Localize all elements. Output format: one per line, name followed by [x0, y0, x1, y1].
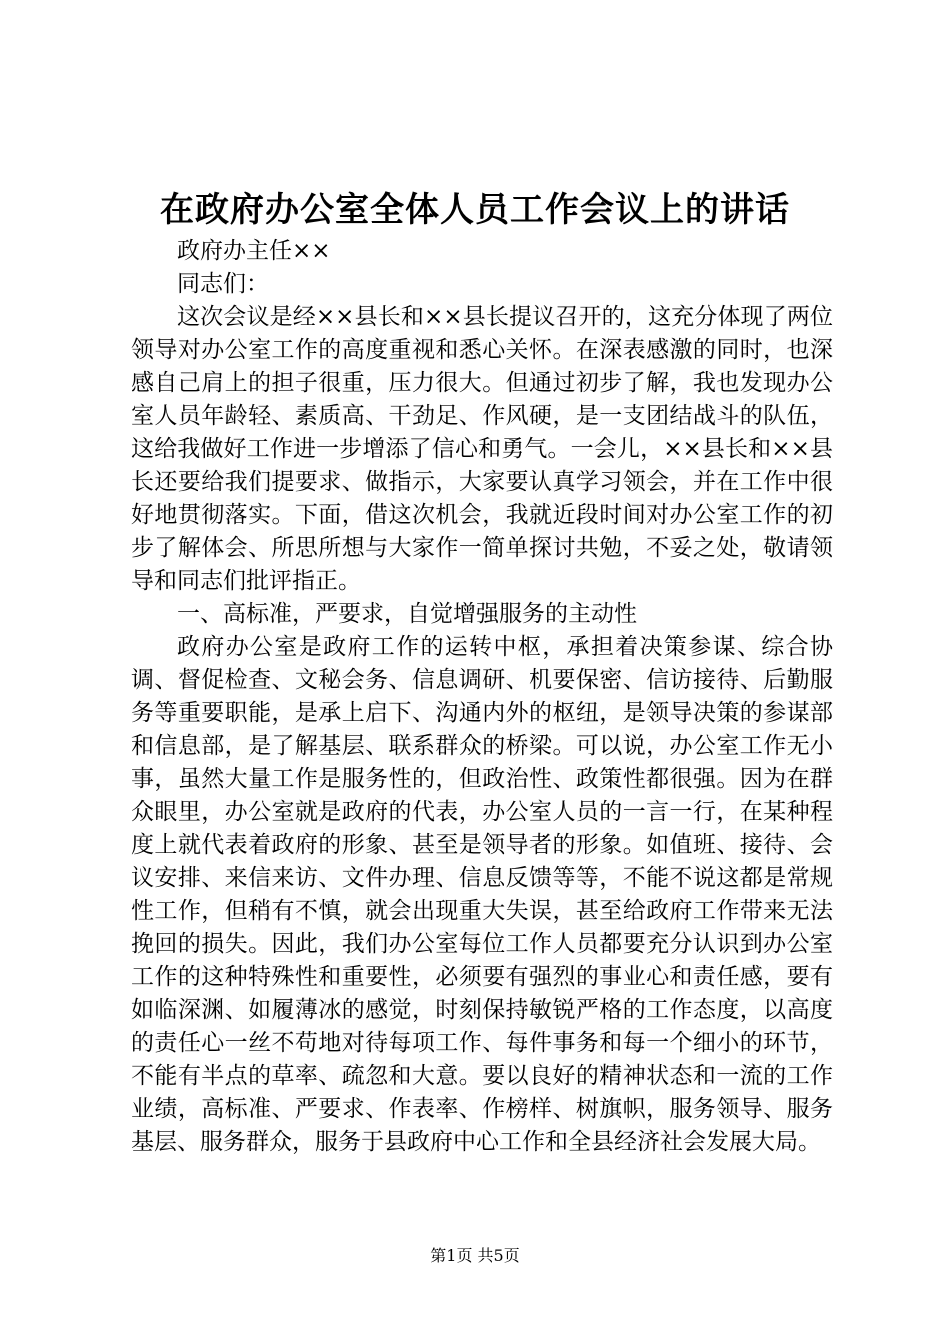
- author-line: 政府办主任××: [177, 238, 331, 264]
- document-title: 在政府办公室全体人员工作会议上的讲话: [160, 190, 790, 230]
- section-heading-1: 一、高标准，严要求，自觉增强服务的主动性: [177, 601, 637, 627]
- document-body: [131, 235, 833, 1159]
- paragraph-intro: 这次会议是经××县长和××县长提议召开的，这充分体现了两位领导对办公室工作的高度重视和悉心关怀。在深表感激的同时，也深感自己肩上的担子很重，压力很大。但通过初步了解，我也发现办公室人员年龄轻、素质高、干劲足、作风硬，是一支团结战斗的队伍，这给我做好工作进一步增添了信心和勇气。一会儿，××县长和××县长还要给我们提要求、做指示，大家要认真学习领会，并在工作中很好地贯彻落实。下面，借这次机会，我就近段时间对办公室工作的初步了解体会、所思所想与大家作一简单探讨共勉，不妥之处，敬请领导和同志们批评指正。: [131, 304, 833, 594]
- paragraph-section-1: 政府办公室是政府工作的运转中枢，承担着决策参谋、综合协调、督促检查、文秘会务、信息调研、机要保密、信访接待、后勤服务等重要职能，是承上启下、沟通内外的枢纽，是领导决策的参谋部和信息部，是了解基层、联系群众的桥梁。可以说，办公室工作无小事，虽然大量工作是服务性的，但政治性、政策性都很强。因为在群众眼里，办公室就是政府的代表，办公室人员的一言一行，在某种程度上就代表着政府的形象、甚至是领导者的形象。如值班、接待、会议安排、来信来访、文件办理、信息反馈等等，不能不说这都是常规性工作，但稍有不慎，就会出现重大失误，甚至给政府工作带来无法挽回的损失。因此，我们办公室每位工作人员都要充分认识到办公室工作的这种特殊性和重要性，必须要有强烈的事业心和责任感，要有如临深渊、如履薄冰的感觉，时刻保持敏锐严格的工作态度，以高度的责任心一丝不苟地对待每项工作、每件事务和每一个细小的环节，不能有半点的草率、疏忽和大意。要以良好的精神状态和一流的工作业绩，高标准、严要求、作表率、作榜样、树旗帜，服务领导、服务基层、服务群众，服务于县政府中心工作和全县经济社会发展大局。: [131, 634, 833, 1155]
- page-footer: 第1页 共5页: [430, 1246, 520, 1265]
- salutation: 同志们：: [177, 271, 269, 297]
